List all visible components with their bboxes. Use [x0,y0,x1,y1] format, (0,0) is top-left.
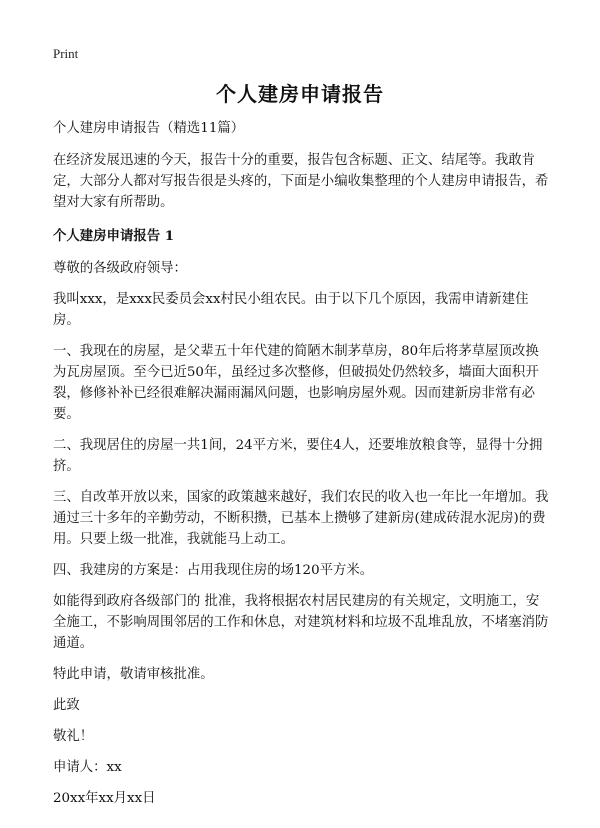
document-body [53,118,551,819]
date-line: 20xx年xx月xx日 [53,791,156,806]
applicant-line: 申请人：xx [53,760,122,775]
closing-line: 此致 [53,698,80,713]
body-paragraph: 三、自改革开放以来，国家的政策越来越好，我们农民的收入也一年比一年增加。我通过三十多年的辛勤劳动，不断积攒，已基本上攒够了建新房(建成砖混水泥房)的费用。只要上级一批准，我就能马上动工。 [53,490,549,547]
print-link[interactable]: Print [53,46,79,61]
salutation: 尊敬的各级政府领导： [53,261,187,276]
body-paragraph: 我叫xxx，是xxx民委员会xx村民小组农民。由于以下几个原因，我需申请新建住房。 [53,292,529,328]
body-paragraph: 二、我现居住的房屋一共1间，24平方米，要住4人，还要堆放粮食等，显得十分拥挤。 [53,438,543,474]
body-paragraph: 如能得到政府各级部门的 批准，我将根据农村居民建房的有关规定，文明施工，安全施工，不影响周围邻居的工作和休息，对建筑材料和垃圾不乱堆乱放，不堵塞消防通道。 [53,594,549,651]
intro-paragraph: 在经济发展迅速的今天，报告十分的重要，报告包含标题、正文、结尾等。我敢肯定，大部分人都对写报告很是头疼的，下面是小编收集整理的个人建房申请报告，希望对大家有所帮助。 [53,153,549,210]
body-paragraph: 特此申请，敬请审核批准。 [53,667,214,682]
document-subtitle: 个人建房申请报告（精选11篇） [53,121,245,136]
body-paragraph: 一、我现在的房屋，是父辈五十年代建的简陋木制茅草房，80年后将茅草屋顶改换为瓦房屋顶。至今已近50年，虽经过多次整修，但破损处仍然较多，墙面大面积开裂，修修补补已经很难解决漏雨漏风问题，也影响房屋外观。因而建新房非常有必要。 [53,344,539,422]
body-paragraph: 四、我建房的方案是：占用我现住房的场120平方米。 [53,563,374,578]
section-heading: 个人建房申请报告 1 [53,228,175,244]
document-title: 个人建房申请报告 [216,82,384,106]
closing-greeting: 敬礼！ [53,729,94,744]
